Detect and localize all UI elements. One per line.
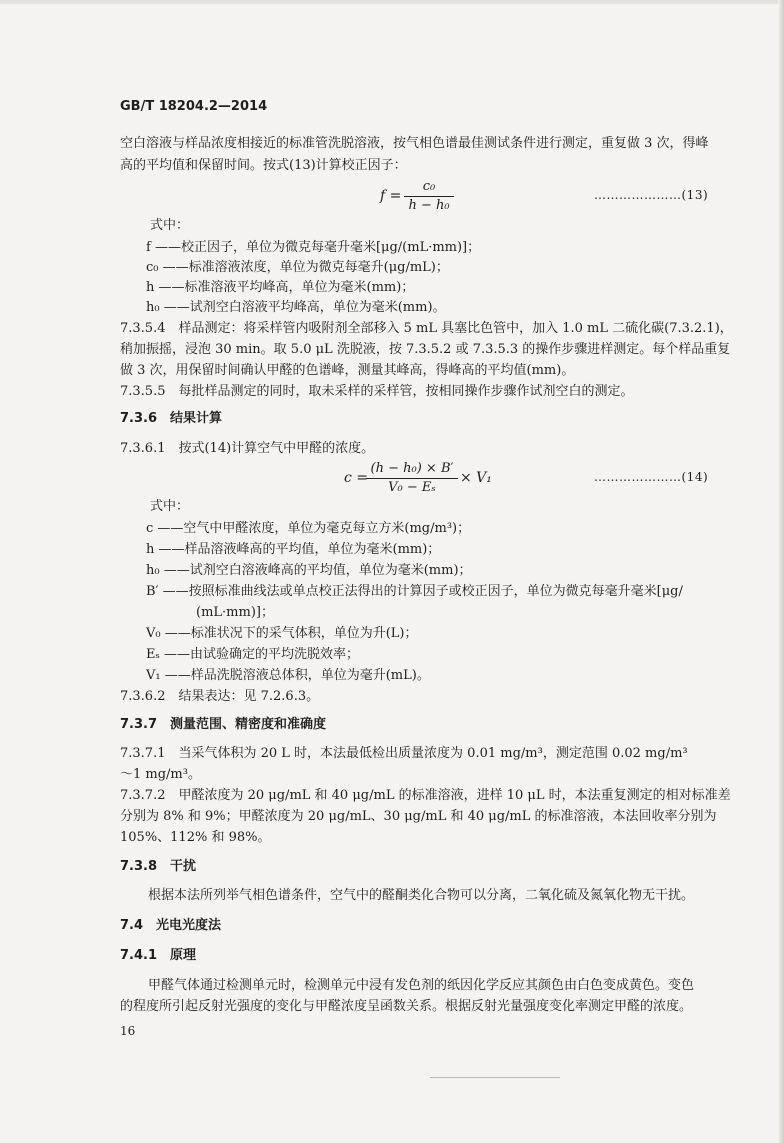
definition-line: h₀ ——试剂空白溶液平均峰高，单位为毫米(mm)。 (146, 300, 446, 315)
scan-shadow (778, 0, 784, 1143)
paragraph-line: 7.3.6.1 按式(14)计算空气中甲醛的浓度。 (120, 441, 375, 456)
definition-line: h₀ ——试剂空白溶液峰高的平均值，单位为毫米(mm)； (146, 563, 472, 578)
scan-artifact-line (430, 1077, 560, 1078)
paragraph-line: 7.3.7.2 甲醛浓度为 20 μg/mL 和 40 μg/mL 的标准溶液，进样 10 μL 时，本法重复测定的相对标准差 (120, 788, 731, 803)
equation-13-fraction (404, 179, 454, 214)
paragraph-line: 105%、112% 和 98%。 (120, 830, 271, 845)
definition-line: B′ ——按照标准曲线法或单点校正法得出的计算因子或校正因子，单位为微克每毫升毫米[μg/ (146, 584, 683, 599)
paragraph-line: 做 3 次，用保留时间确认甲醛的色谱峰，测量其峰高，得峰高的平均值(mm)。 (120, 363, 575, 378)
paragraph-line: 甲醛气体通过检测单元时，检测单元中浸有发色剂的纸因化学反应其颜色由白色变成黄色。变色 (148, 978, 695, 993)
paragraph-line: 7.3.6.2 结果表达：见 7.2.6.3。 (120, 689, 320, 704)
definition-line: h ——样品溶液峰高的平均值，单位为毫米(mm)； (146, 542, 441, 557)
equation-13-denominator: h − h₀ (408, 198, 450, 213)
paragraph-line: 7.3.5.5 每批样品测定的同时，取未采样的采样管，按相同操作步骤作试剂空白的测定。 (120, 384, 634, 399)
where-label: 式中： (150, 218, 190, 233)
paragraph-line: 根据本法所列举气相色谱条件，空气中的醛酮类化合物可以分离，二氧化硫及氮氧化物无干扰。 (148, 888, 695, 903)
definition-line: f ——校正因子，单位为微克每毫升毫米[μg/(mL·mm)]； (146, 240, 481, 255)
definition-line: V₁ ——样品洗脱溶液总体积，单位为毫升(mL)。 (146, 668, 430, 683)
section-heading: 7.4 光电光度法 (120, 918, 222, 933)
paragraph-line: 稍加振摇，浸泡 30 min。取 5.0 μL 洗脱液，按 7.3.5.2 或 7.3.5.3 的操作步骤进样测定。每个样品重复 (120, 342, 731, 357)
equation-14-number: …………………(14) (594, 470, 709, 484)
section-heading: 7.3.6 结果计算 (120, 411, 223, 426)
paragraph-line: 分别为 8% 和 9%；甲醛浓度为 20 μg/mL、30 μg/mL 和 40 μg/mL 的标准溶液，本法回收率分别为 (120, 809, 717, 824)
definition-line: c ——空气中甲醛浓度，单位为毫克每立方米(mg/m³)； (146, 521, 471, 536)
definition-line: h ——标准溶液平均峰高，单位为毫米(mm)； (146, 280, 415, 295)
standard-number: GB/T 18204.2—2014 (120, 99, 268, 114)
paragraph-line: 空白溶液与样品浓度相接近的标准管洗脱溶液，按气相色谱最佳测试条件进行测定，重复做 3 次，得峰 (120, 136, 709, 151)
scan-border (0, 0, 784, 4)
definition-line: Eₛ ——由试验确定的平均洗脱效率； (146, 647, 360, 662)
equation-14-denominator: V₀ − Eₛ (388, 480, 436, 495)
paragraph-line: ～1 mg/m³。 (120, 767, 201, 782)
equation-14-fraction (366, 461, 458, 496)
equation-13-lhs: f = (380, 188, 402, 204)
where-label: 式中： (150, 499, 190, 514)
section-heading: 7.3.7 测量范围、精密度和准确度 (120, 717, 327, 732)
paragraph-line: 7.3.5.4 样品测定：将采样管内吸附剂全部移入 5 mL 具塞比色管中，加入 1.0 mL 二硫化碳(7.3.2.1)， (120, 321, 733, 336)
section-heading: 7.4.1 原理 (120, 948, 197, 963)
paragraph-line: 7.3.7.1 当采气体积为 20 L 时，本法最低检出质量浓度为 0.01 mg/m³，测定范围 0.02 mg/m³ (120, 746, 688, 761)
paragraph-line: 的程度所引起反射光强度的变化与甲醛浓度呈函数关系。根据反射光量强度变化率测定甲醛的浓度。 (120, 999, 693, 1014)
equation-14-numerator: (h − h₀) × B′ (366, 461, 458, 479)
equation-14-lhs: c = (344, 470, 369, 486)
equation-13-number: …………………(13) (594, 188, 709, 202)
definition-line: (mL·mm)]； (196, 605, 274, 620)
equation-14-tail: × V₁ (460, 470, 492, 486)
definition-line: c₀ ——标准溶液浓度，单位为微克每毫升(μg/mL)； (146, 260, 449, 275)
equation-13-numerator: c₀ (404, 179, 454, 197)
section-heading: 7.3.8 干扰 (120, 859, 197, 874)
paragraph-line: 高的平均值和保留时间。按式(13)计算校正因子： (120, 158, 407, 173)
definition-line: V₀ ——标准状况下的采气体积，单位为升(L)； (146, 626, 418, 641)
page-number: 16 (120, 1024, 136, 1038)
